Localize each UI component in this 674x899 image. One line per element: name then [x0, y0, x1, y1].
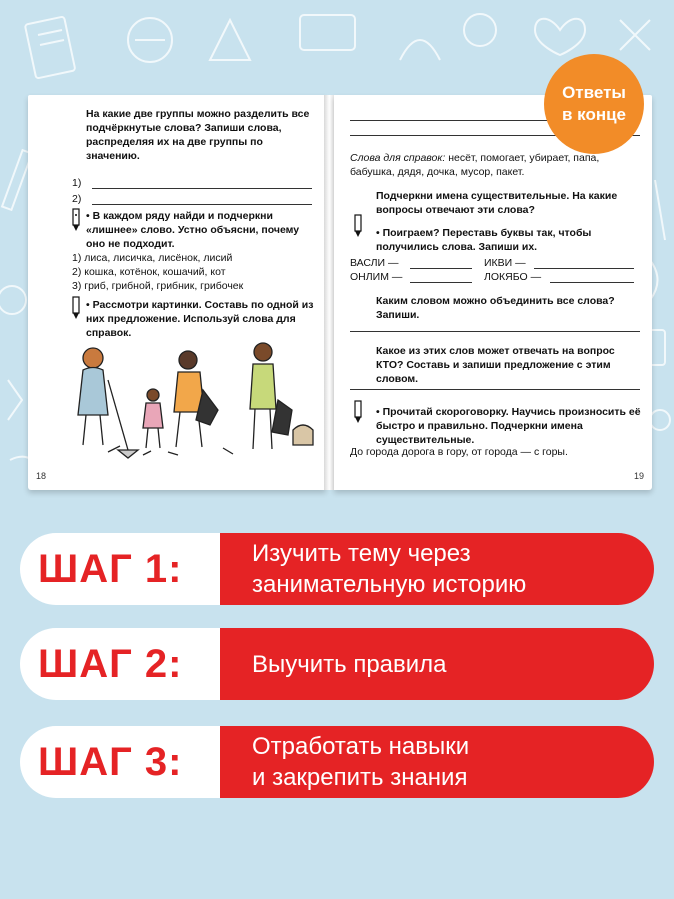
- pencil-icon: [68, 207, 84, 233]
- right-task4: Какое из этих слов может отвечать на вопрос КТО? Составь и запиши предложение с этим словом.: [376, 345, 615, 385]
- word-row-1: 1) лиса, лисичка, лисёнок, лисий: [72, 252, 233, 264]
- left-task3: • Рассмотри картинки. Составь по одной из них предложение. Используй слова для справок.: [86, 299, 314, 339]
- pencil-icon: [350, 399, 366, 425]
- reference-list: несёт, помогает, убирает, папа, бабушка, дядя, дочка, мусор, пакет.: [350, 152, 600, 178]
- step-2-banner: [20, 628, 654, 700]
- anagram-2: ИКВИ —: [484, 257, 526, 269]
- step-1-banner: [20, 533, 654, 605]
- page-number-right: 19: [634, 471, 645, 481]
- word-row-3: 3) гриб, грибной, грибник, грибочек: [72, 280, 244, 292]
- answer-line: [410, 282, 472, 283]
- family-cleanup-illustration: [48, 340, 318, 465]
- pencil-icon: [68, 295, 84, 321]
- right-task3: Каким словом можно объединить все слова? Запиши.: [376, 295, 615, 321]
- answer-line: [350, 389, 640, 390]
- right-page: [334, 95, 652, 490]
- answer-item-1: 1): [72, 177, 82, 189]
- answer-line: [534, 268, 634, 269]
- answer-line: [92, 204, 312, 205]
- step-2-description: [220, 628, 654, 700]
- step-3-description: [220, 726, 654, 798]
- answer-line: [410, 268, 472, 269]
- reference-label: Слова для справок:: [350, 152, 446, 164]
- tongue-twister: До города дорога в гору, от города — с горы.: [350, 446, 568, 458]
- word-row-2: 2) кошка, котёнок, кошачий, кот: [72, 266, 226, 278]
- badge-line-1: Ответы: [562, 83, 626, 102]
- step-2-label: ШАГ 2:: [20, 628, 220, 700]
- open-workbook: [28, 95, 652, 490]
- step-3-banner: [20, 726, 654, 798]
- answer-line: [550, 282, 634, 283]
- answer-line: [92, 188, 312, 189]
- answer-line: [350, 331, 640, 332]
- step-1-description: [220, 533, 654, 605]
- anagram-3: ОНЛИМ —: [350, 271, 403, 283]
- answer-item-2: 2): [72, 193, 82, 205]
- pencil-icon: [350, 213, 366, 239]
- left-task1: На какие две группы можно разделить все подчёркнутые слова? Запиши слова, распределяя их на две группы по значению.: [86, 108, 310, 162]
- anagram-4: ЛОКЯБО —: [484, 271, 542, 283]
- step-1-label: ШАГ 1:: [20, 533, 220, 605]
- step-1-line-1: Изучить тему через: [252, 540, 471, 567]
- anagram-1: ВАСЛИ —: [350, 257, 399, 269]
- left-page: [28, 95, 326, 490]
- right-task5: • Прочитай скороговорку. Научись произносить её быстро и правильно. Подчеркни имена существительные.: [376, 406, 641, 446]
- badge-line-2: в конце: [561, 105, 626, 124]
- answers-badge: [544, 54, 644, 154]
- step-2-line-1: Выучить правила: [252, 650, 447, 678]
- step-3-line-1: Отработать навыки: [252, 733, 470, 760]
- right-task2: • Поиграем? Переставь буквы так, чтобы получились слова. Запиши их.: [376, 227, 592, 253]
- right-task1: Подчеркни имена существительные. На какие вопросы отвечают эти слова?: [376, 190, 618, 216]
- page-number-left: 18: [36, 471, 47, 481]
- left-task2: • В каждом ряду найди и подчеркни «лишнее» слово. Устно объясни, почему оно не подходит.: [86, 210, 300, 250]
- step-3-line-2: и закрепить знания: [252, 764, 468, 791]
- step-1-line-2: занимательную историю: [252, 571, 527, 598]
- reference-words: [350, 151, 640, 179]
- step-3-label: ШАГ 3:: [20, 726, 220, 798]
